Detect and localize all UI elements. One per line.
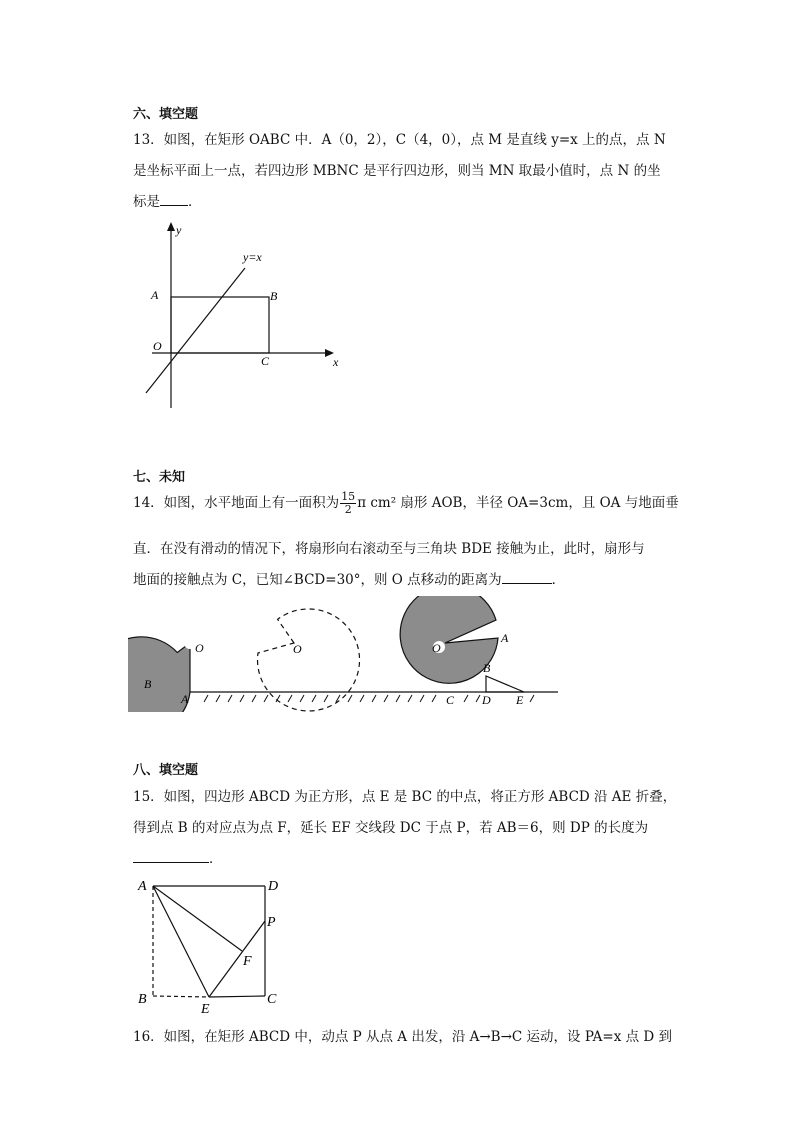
q13-label-A: A xyxy=(151,288,159,302)
q14-line-1-prefix: 14．如图，水平地面上有一面积为 xyxy=(133,495,340,511)
q13-label-O: O xyxy=(153,339,162,353)
q15-figure xyxy=(130,870,300,1018)
q13-answer-blank[interactable] xyxy=(160,193,188,206)
q15-fold-AE xyxy=(153,886,209,997)
q14-label-A3: A xyxy=(501,631,509,645)
q14-line-3-prefix: 地面的接触点为 C，已知∠BCD=30°，则 O 点移动的距离为 xyxy=(133,572,502,588)
q14-label-B1: B xyxy=(144,677,152,691)
q14-fraction xyxy=(340,491,356,516)
q13-rectangle xyxy=(171,297,269,353)
q14-fraction-denominator: 2 xyxy=(344,503,352,516)
q15-side-BE-dashed xyxy=(153,996,209,997)
q14-line-1 xyxy=(133,491,679,516)
q14-ground-hatching xyxy=(132,695,534,702)
q15-line-3-suffix: ． xyxy=(209,851,223,867)
q15-label-D: D xyxy=(268,879,279,894)
q14-label-A1: A xyxy=(181,692,189,706)
q15-line-2: 得到点 B 的对应点为点 F，延长 EF 交线段 DC 于点 P，若 AB＝6，则 DP 的长度为 xyxy=(133,820,649,836)
q15-label-C: C xyxy=(267,992,277,1007)
q15-side-EC xyxy=(209,996,265,997)
q13-figure xyxy=(140,220,350,415)
q14-sector-rolling xyxy=(258,609,360,711)
q14-answer-blank[interactable] xyxy=(502,571,552,584)
q13-y-arrow xyxy=(167,222,175,231)
q15-line-3 xyxy=(133,847,223,867)
q15-answer-blank[interactable] xyxy=(133,850,209,863)
q15-line-1: 15．如图，四边形 ABCD 为正方形，点 E 是 BC 的中点，将正方形 ABCD 沿 AE 折叠， xyxy=(133,789,677,805)
q15-label-F: F xyxy=(243,954,252,969)
q13-label-C: C xyxy=(261,354,270,368)
section-heading-7: 七、未知 xyxy=(133,470,186,485)
q13-line-3-prefix: 标是 xyxy=(133,194,160,210)
q14-triangle-bde xyxy=(486,676,524,692)
q14-label-O1: O xyxy=(195,641,204,655)
q13-label-x: x xyxy=(333,355,339,369)
q14-line-1-suffix: π cm² 扇形 AOB，半径 OA=3cm，且 OA 与地面垂 xyxy=(357,495,679,511)
q14-line-3-suffix: ． xyxy=(551,572,566,588)
q13-line-2: 是坐标平面上一点，若四边形 MBNC 是平行四边形，则当 MN 取最小值时，点 N 的坐 xyxy=(133,163,661,179)
q15-label-A: A xyxy=(138,879,147,894)
q14-figure xyxy=(128,596,568,712)
q13-label-y: y xyxy=(176,223,182,237)
q13-line-1: 13．如图，在矩形 OABC 中．A（0，2），C（4，0），点 M 是直线 y=x 上的点，点 N xyxy=(133,132,666,148)
q13-line-3 xyxy=(133,190,202,210)
q13-line-yx xyxy=(146,268,245,393)
q16-line-1: 16．如图，在矩形 ABCD 中，动点 P 从点 A 出发，沿 A→B→C 运动，设 PA=x 点 D 到 xyxy=(133,1029,673,1045)
q13-line-3-suffix: ． xyxy=(188,194,202,210)
q13-label-B: B xyxy=(270,289,278,303)
q14-line-3 xyxy=(133,568,565,588)
section-heading-8: 八、填空题 xyxy=(133,763,199,778)
section-heading-6: 六、填空题 xyxy=(133,107,199,122)
q14-line-2: 直．在没有滑动的情况下，将扇形向右滚动至与三角块 BDE 接触为止，此时，扇形与 xyxy=(133,541,645,557)
q14-label-B3: B xyxy=(483,661,491,675)
q15-segment-AF xyxy=(153,886,242,951)
q14-label-O3: O xyxy=(432,641,441,655)
q15-label-E: E xyxy=(201,1002,210,1017)
q15-label-B: B xyxy=(138,992,147,1007)
q14-label-C: C xyxy=(446,693,455,707)
q14-label-E: E xyxy=(516,693,524,707)
q13-label-line: y=x xyxy=(243,250,262,264)
q14-label-O2: O xyxy=(293,642,302,656)
q15-label-P: P xyxy=(267,915,276,930)
q14-fraction-numerator: 15 xyxy=(341,490,356,503)
q14-label-D: D xyxy=(482,693,491,707)
